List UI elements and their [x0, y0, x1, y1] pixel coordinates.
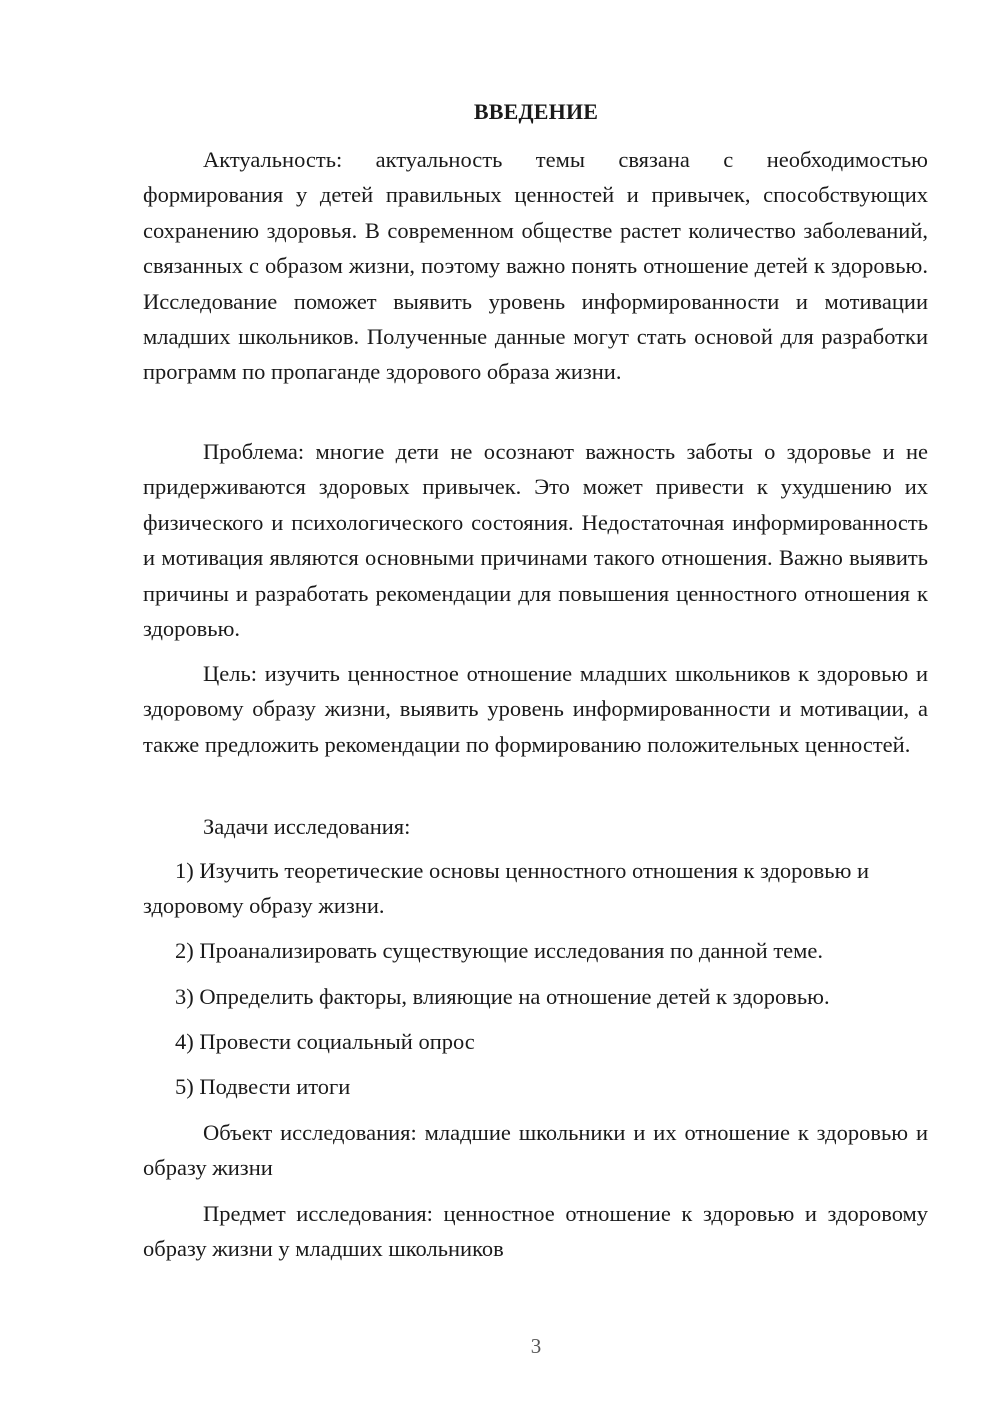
- task-item-3: 3) Определить факторы, влияющие на отношение детей к здоровью.: [175, 984, 830, 1009]
- problem-paragraph: Проблема: многие дети не осознают важность заботы о здоровье и не придерживаются здоровых привычек. Это может привести к ухудшению их физического и психологического состояния. Недостаточная информированность и мотивация являются основными причинами такого отношения. Важно выявить причины и разработать рекомендации для повышения ценностного отношения к здоровью.: [143, 439, 928, 642]
- goal-paragraph: Цель: изучить ценностное отношение младших школьников к здоровью и здоровому образу жизни, выявить уровень информированности и мотивации, а также предложить рекомендации по формированию положительных ценностей.: [143, 661, 928, 757]
- object-paragraph: Объект исследования: младшие школьники и их отношение к здоровью и образу жизни: [143, 1120, 928, 1181]
- task-item-2: 2) Проанализировать существующие исследования по данной теме.: [175, 938, 824, 963]
- page-title: ВВЕДЕНИЕ: [473, 99, 599, 124]
- task-item-4: 4) Провести социальный опрос: [175, 1029, 475, 1054]
- tasks-heading: Задачи исследования:: [203, 814, 411, 839]
- subject-paragraph: Предмет исследования: ценностное отношение к здоровью и здоровому образу жизни у младших школьников: [143, 1201, 928, 1262]
- relevance-paragraph: Актуальность: актуальность темы связана с необходимостью формирования у детей правильных ценностей и привычек, способствующих сохранению здоровья. В современном обществе растет количество заболеваний, связанных с образом жизни, поэтому важно понять отношение детей к здоровью. Исследование поможет выявить уровень информированности и мотивации младших школьников. Полученные данные могут стать основой для разработки программ по пропаганде здорового образа жизни.: [143, 147, 928, 385]
- task-item-1: 1) Изучить теоретические основы ценностного отношения к здоровью и здоровому образу жизни.: [143, 858, 870, 919]
- page-number: 3: [530, 1334, 542, 1358]
- task-item-5: 5) Подвести итоги: [175, 1074, 351, 1099]
